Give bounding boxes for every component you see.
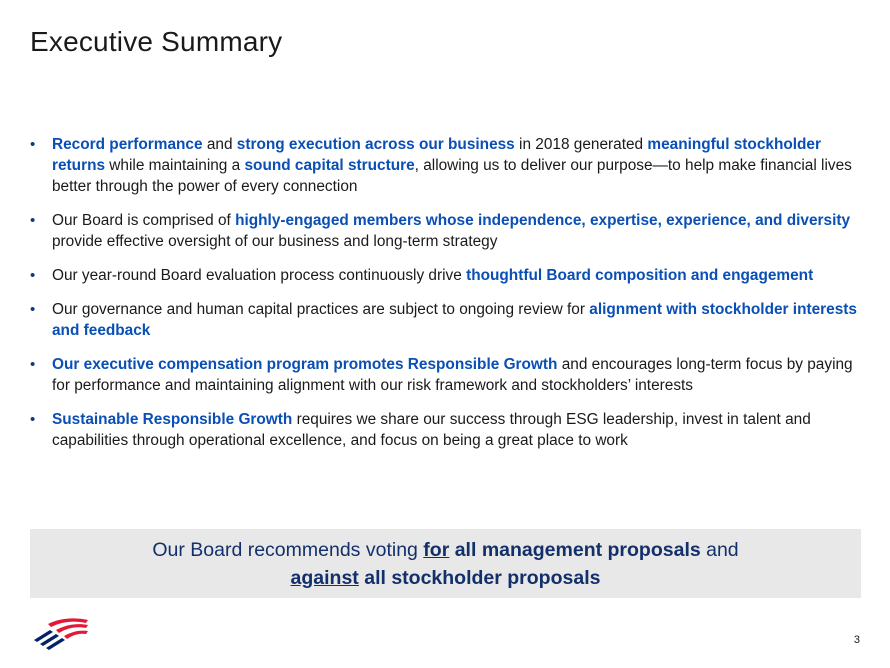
bullet-marker: • bbox=[30, 411, 36, 428]
bullet-text: Our governance and human capital practices are subject to ongoing review for bbox=[52, 301, 590, 318]
callout-text: all management proposals bbox=[449, 539, 701, 561]
callout-text: all stockholder proposals bbox=[358, 567, 601, 589]
bullet-text: provide effective oversight of our business and long-term strategy bbox=[52, 233, 498, 250]
recommendation-callout bbox=[30, 529, 861, 598]
bullet-text: thoughtful Board composition and engagement bbox=[466, 267, 814, 284]
bullet-text: while maintaining a bbox=[105, 157, 245, 174]
callout-text: Our Board recommends voting bbox=[152, 539, 424, 561]
bullet-text: meaningful stockholder returns bbox=[52, 136, 821, 174]
logo-blue-stripes bbox=[34, 630, 65, 650]
bullet-text: sound capital structure bbox=[244, 157, 415, 174]
callout-text: against bbox=[290, 567, 359, 589]
bullet-marker: • bbox=[30, 267, 36, 284]
bullet-list bbox=[30, 134, 868, 464]
bullet-text: Our year-round Board evaluation process continuously drive bbox=[52, 267, 467, 284]
bullet-text: highly-engaged members whose independence, expertise, experience, and diversity bbox=[235, 212, 851, 229]
bullet-marker: • bbox=[30, 301, 36, 318]
bullet-text: Our Board is comprised of bbox=[52, 212, 236, 229]
bullet-text: requires we share our success through ESG leadership, invest in talent and capabilities through operational excellence, and focus on being a great place to work bbox=[52, 411, 811, 449]
bullet-text: alignment with stockholder interests and feedback bbox=[52, 301, 857, 339]
bank-flag-logo-icon bbox=[30, 614, 90, 650]
bullet-item-1 bbox=[30, 134, 868, 197]
bullet-item-2 bbox=[30, 210, 868, 252]
callout-text: and bbox=[700, 539, 739, 561]
callout-line-2 bbox=[30, 564, 861, 592]
bullet-text: Sustainable Responsible Growth bbox=[52, 411, 293, 428]
bullet-text: and encourages long-term focus by paying for performance and maintaining alignment with our risk framework and stockholders’ interests bbox=[52, 356, 853, 394]
bullet-text: Record performance bbox=[52, 136, 203, 153]
callout-text: for bbox=[423, 539, 450, 561]
page-title: Executive Summary bbox=[30, 26, 283, 57]
bullet-marker: • bbox=[30, 136, 36, 153]
bullet-text: and bbox=[202, 136, 237, 153]
bullet-item-5 bbox=[30, 354, 868, 396]
callout-line-1 bbox=[30, 536, 861, 564]
bullet-text: strong execution across our business bbox=[236, 136, 515, 153]
bullet-text: in 2018 generated bbox=[514, 136, 648, 153]
bullet-marker: • bbox=[30, 212, 36, 229]
bullet-marker: • bbox=[30, 356, 36, 373]
page-number: 3 bbox=[853, 634, 860, 646]
bullet-item-4 bbox=[30, 299, 868, 341]
bullet-item-3 bbox=[30, 265, 868, 286]
bullet-text: Our executive compensation program promotes Responsible Growth bbox=[52, 356, 558, 373]
bullet-item-6 bbox=[30, 409, 868, 451]
bullet-text: , allowing us to deliver our purpose—to help make financial lives better through the power of every connection bbox=[52, 157, 852, 195]
